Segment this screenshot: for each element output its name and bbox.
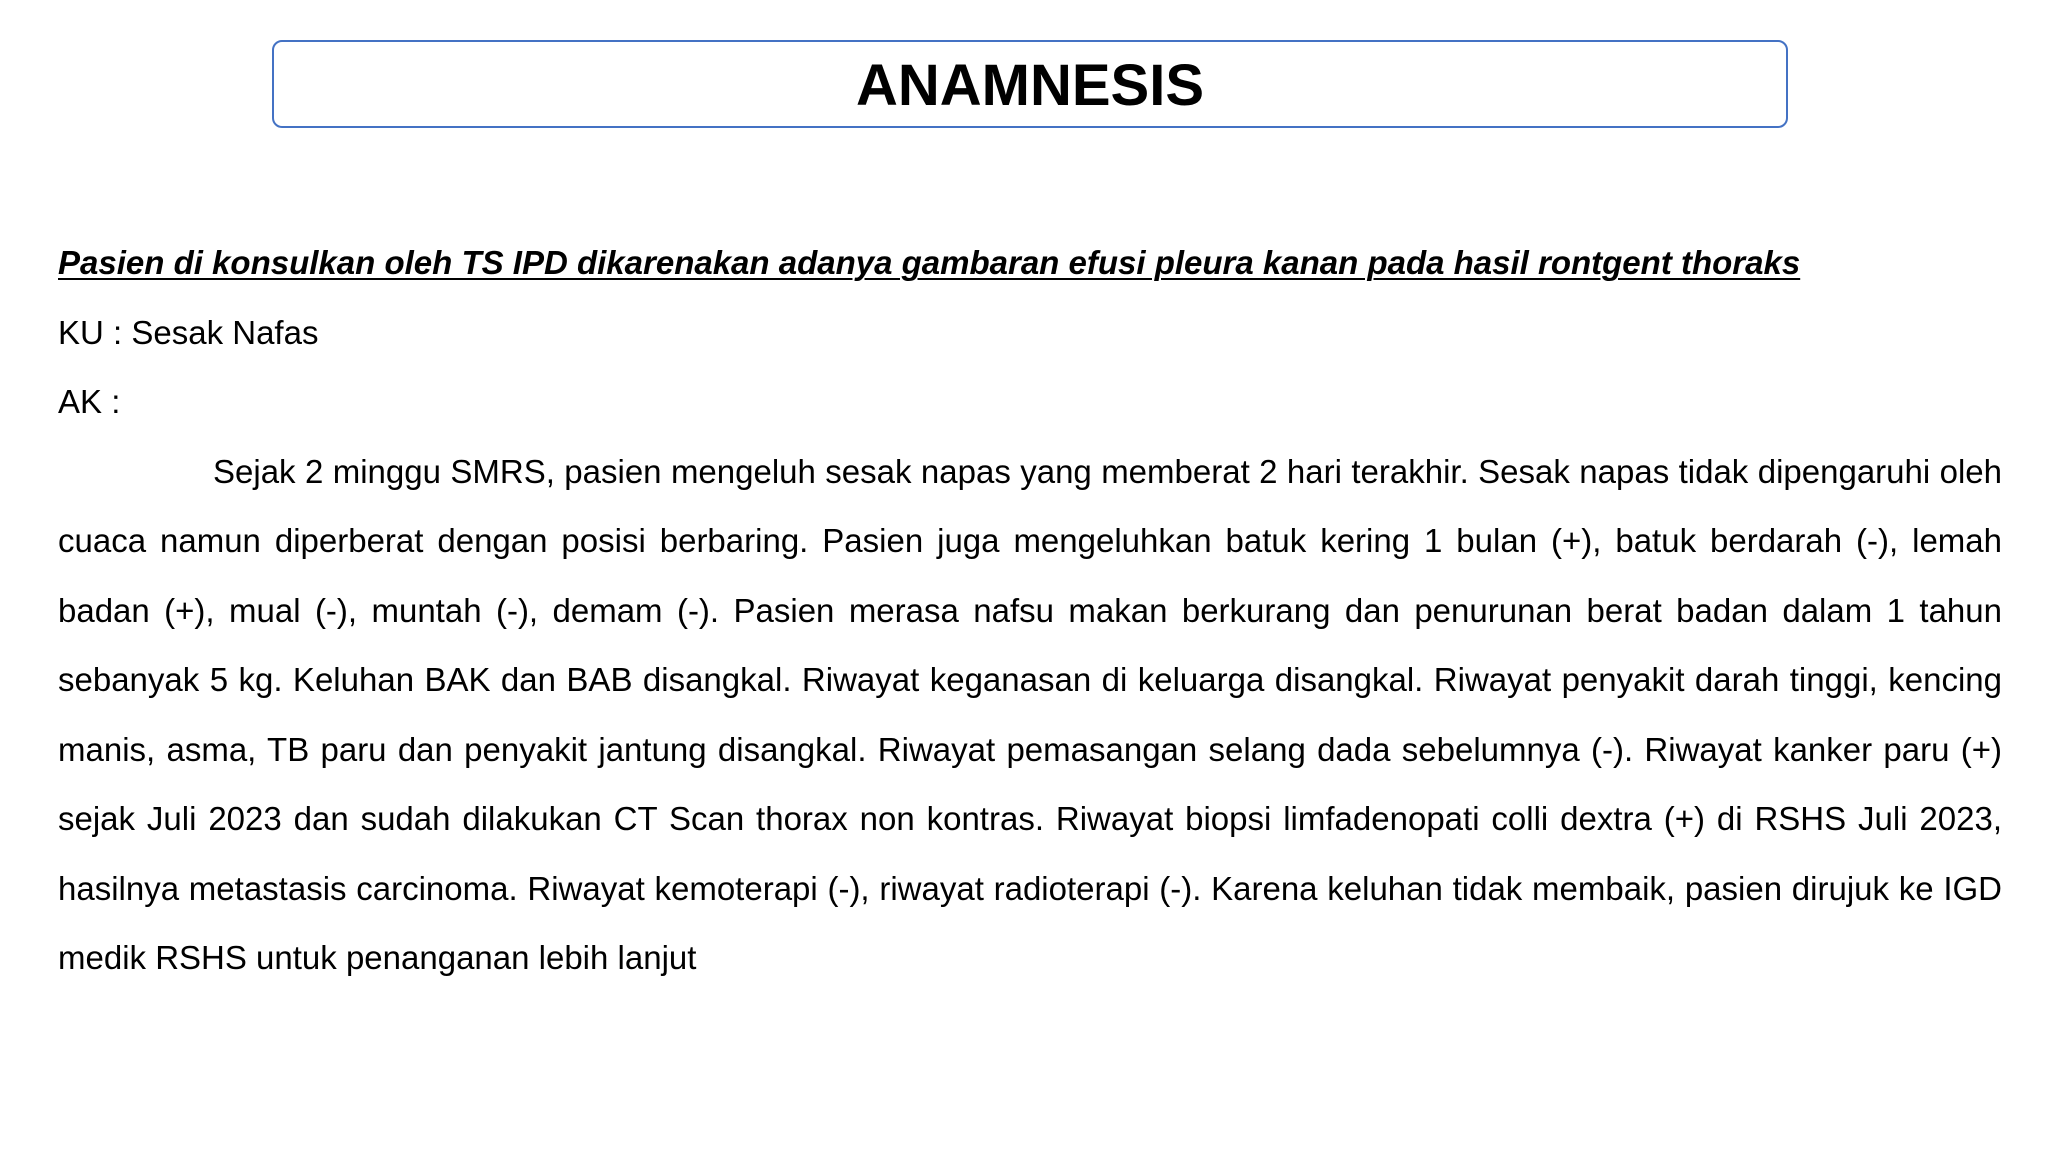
slide-content — [58, 228, 2002, 993]
intro-line: Pasien di konsulkan oleh TS IPD dikarenakan adanya gambaran efusi pleura kanan pada hasil rontgent thoraks — [58, 244, 1801, 281]
chief-complaint-line: KU : Sesak Nafas — [58, 313, 319, 351]
title-box — [272, 40, 1788, 128]
history-paragraph: Sejak 2 minggu SMRS, pasien mengeluh sesak napas yang memberat 2 hari terakhir. Sesak napas tidak dipengaruhi oleh cuaca namun diperberat dengan posisi berbaring. Pasien juga mengeluhkan batuk kering 1 bulan (+), batuk berdarah (-), lemah badan (+), mual (-), muntah (-), demam (-). Pasien merasa nafsu makan berkurang dan penurunan berat badan dalam 1 tahun sebanyak 5 kg. Keluhan BAK dan BAB disangkal. Riwayat keganasan di keluarga disangkal. Riwayat penyakit darah tinggi, kencing manis, asma, TB paru dan penyakit jantung disangkal. Riwayat pemasangan selang dada sebelumnya (-). Riwayat kanker paru (+) sejak Juli 2023 dan sudah dilakukan CT Scan thorax non kontras. Riwayat biopsi limfadenopati colli dextra (+) di RSHS Juli 2023, hasilnya metastasis carcinoma. Riwayat kemoterapi (-), riwayat radioterapi (-). Karena keluhan tidak membaik, pasien dirujuk ke IGD medik RSHS untuk penanganan lebih lanjut — [58, 452, 2002, 976]
slide-title: ANAMNESIS — [855, 53, 1205, 118]
additional-complaint-label: AK : — [58, 383, 121, 420]
